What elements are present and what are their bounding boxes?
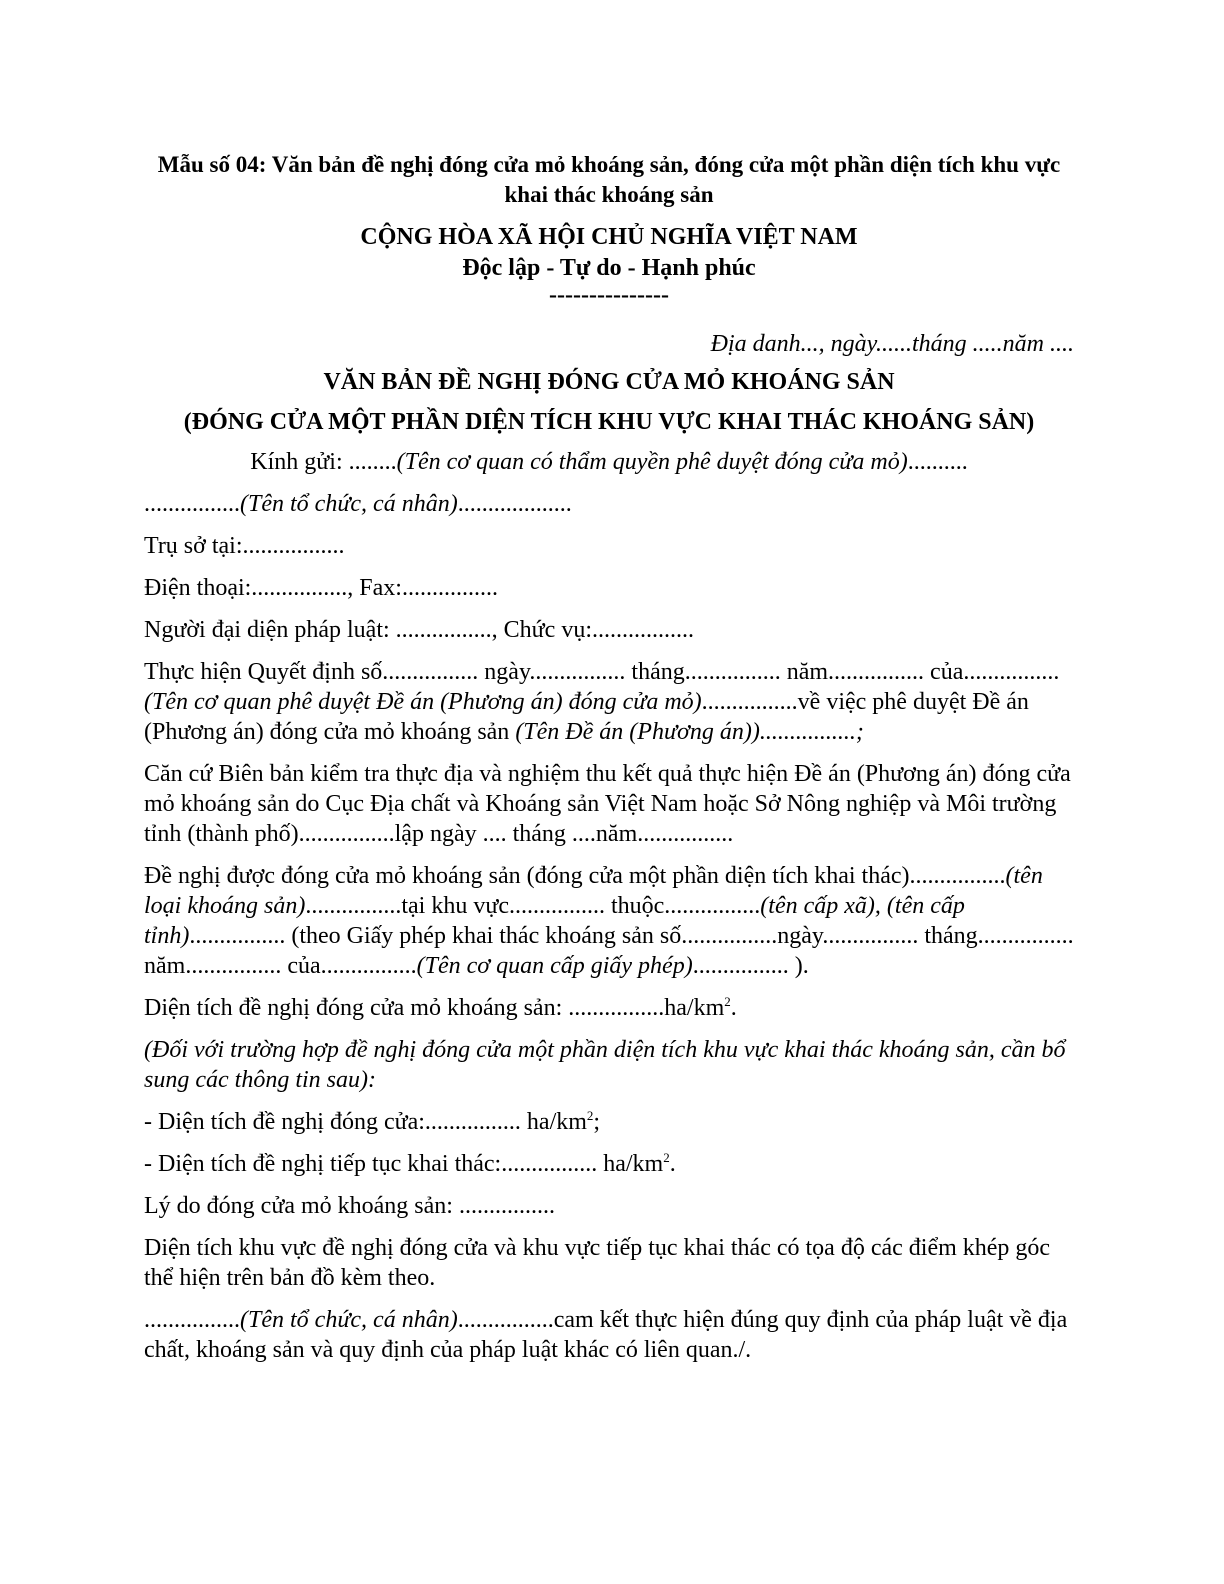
date-line: Địa danh..., ngày......tháng .....năm .... bbox=[710, 331, 1074, 357]
area-continue-line bbox=[144, 1149, 1074, 1179]
area-continue-end: . bbox=[669, 1151, 676, 1177]
request-text-3: ................ (theo Giấy phép khai thác khoáng sản số................ngày................ tháng................ năm................ của................ bbox=[144, 923, 1074, 979]
area-label: Diện tích đề nghị đóng cửa mỏ khoáng sản: ................ha/km bbox=[144, 995, 725, 1021]
request-license-agency: (Tên cơ quan cấp giấy phép) bbox=[416, 953, 693, 979]
area-close-superscript: 2 bbox=[586, 1108, 594, 1123]
area-end: . bbox=[730, 995, 737, 1021]
national-motto: Độc lập - Tự do - Hạnh phúc bbox=[462, 255, 756, 281]
recipient-suffix: .......... bbox=[907, 449, 968, 475]
office-field: Trụ sở tại:................. bbox=[144, 533, 345, 559]
inspection-paragraph: Căn cứ Biên bản kiểm tra thực địa và nghiệm thu kết quả thực hiện Đề án (Phương án) đóng cửa mỏ khoáng sản do Cục Địa chất và Khoáng sản Việt Nam hoặc Sở Nông nghiệp và Môi trường tỉnh (thành phố)................lập ngày .... tháng ....năm................ bbox=[144, 761, 1071, 847]
commitment-text: ................cam kết thực hiện đúng quy định của pháp luật về địa chất, khoáng sản và quy định của pháp luật khác có liên quan./. bbox=[144, 1307, 1068, 1363]
decision-text-2: ................về việc phê duyệt Đề án (Phương án) đóng cửa mỏ khoáng sản bbox=[144, 689, 1029, 745]
area-close-end: ; bbox=[593, 1109, 601, 1135]
area-close-label: - Diện tích đề nghị đóng cửa:................ ha/km bbox=[144, 1109, 587, 1135]
area-close-line bbox=[144, 1107, 1074, 1137]
request-text-2: ................tại khu vực................ thuộc................ bbox=[305, 893, 761, 919]
coordinates-paragraph: Diện tích khu vực đề nghị đóng cửa và khu vực tiếp tục khai thác có tọa độ các điểm khép góc thể hiện trên bản đồ kèm theo. bbox=[144, 1235, 1051, 1291]
separator: --------------- bbox=[549, 282, 669, 308]
form-title: Mẫu số 04: Văn bản đề nghị đóng cửa mỏ khoáng sản, đóng cửa một phần diện tích khu vực khai thác khoáng sản bbox=[157, 152, 1061, 207]
legal-rep-field: Người đại diện pháp luật: ................, Chức vụ:................. bbox=[144, 617, 694, 643]
request-text-4: ................ ). bbox=[692, 953, 809, 979]
decision-text-1: Thực hiện Quyết định số................ ngày................ tháng................ năm................ của................ bbox=[144, 659, 1060, 685]
recipient-name: (Tên cơ quan có thẩm quyền phê duyệt đóng cửa mỏ) bbox=[396, 449, 908, 475]
request-mineral: (tên loại khoáng sản) bbox=[144, 863, 1043, 919]
partial-note: (Đối với trường hợp đề nghị đóng cửa một phần diện tích khu vực khai thác khoáng sản, cần bổ sung các thông tin sau): bbox=[144, 1037, 1066, 1093]
area-paragraph bbox=[144, 993, 1074, 1023]
reason-line: Lý do đóng cửa mỏ khoáng sản: ................ bbox=[144, 1193, 555, 1219]
recipient-prefix: Kính gửi: ........ bbox=[250, 449, 397, 475]
decision-paragraph bbox=[144, 657, 1074, 747]
commitment-dots: ................ bbox=[144, 1307, 240, 1333]
decision-plan-name: (Tên Đề án (Phương án))................; bbox=[515, 719, 864, 745]
request-location: (tên cấp xã), (tên cấp tỉnh) bbox=[144, 893, 965, 949]
recipient-line bbox=[144, 447, 1074, 477]
decision-agency: (Tên cơ quan phê duyệt Đề án (Phương án) đóng cửa mỏ) bbox=[144, 689, 702, 715]
phone-fax-field: Điện thoại:................, Fax:................ bbox=[144, 575, 498, 601]
applicant-dots: ................ bbox=[144, 491, 240, 517]
applicant-name: (Tên tổ chức, cá nhân) bbox=[240, 491, 458, 517]
request-text-1: Đề nghị được đóng cửa mỏ khoáng sản (đóng cửa một phần diện tích khai thác)................ bbox=[144, 863, 1006, 889]
document-subtitle: (ĐÓNG CỬA MỘT PHẦN DIỆN TÍCH KHU VỰC KHAI THÁC KHOÁNG SẢN) bbox=[183, 409, 1035, 435]
area-superscript: 2 bbox=[724, 994, 731, 1009]
commitment-paragraph bbox=[144, 1305, 1074, 1365]
applicant-line bbox=[144, 489, 1074, 519]
document-title: VĂN BẢN ĐỀ NGHỊ ĐÓNG CỬA MỎ KHOÁNG SẢN bbox=[323, 369, 895, 395]
applicant-dots-end: ................... bbox=[457, 491, 572, 517]
area-continue-superscript: 2 bbox=[663, 1150, 670, 1165]
commitment-name: (Tên tổ chức, cá nhân) bbox=[240, 1307, 458, 1333]
request-paragraph bbox=[144, 861, 1074, 981]
area-continue-label: - Diện tích đề nghị tiếp tục khai thác:................ ha/km bbox=[144, 1151, 664, 1177]
national-name: CỘNG HÒA XÃ HỘI CHỦ NGHĨA VIỆT NAM bbox=[360, 224, 858, 250]
